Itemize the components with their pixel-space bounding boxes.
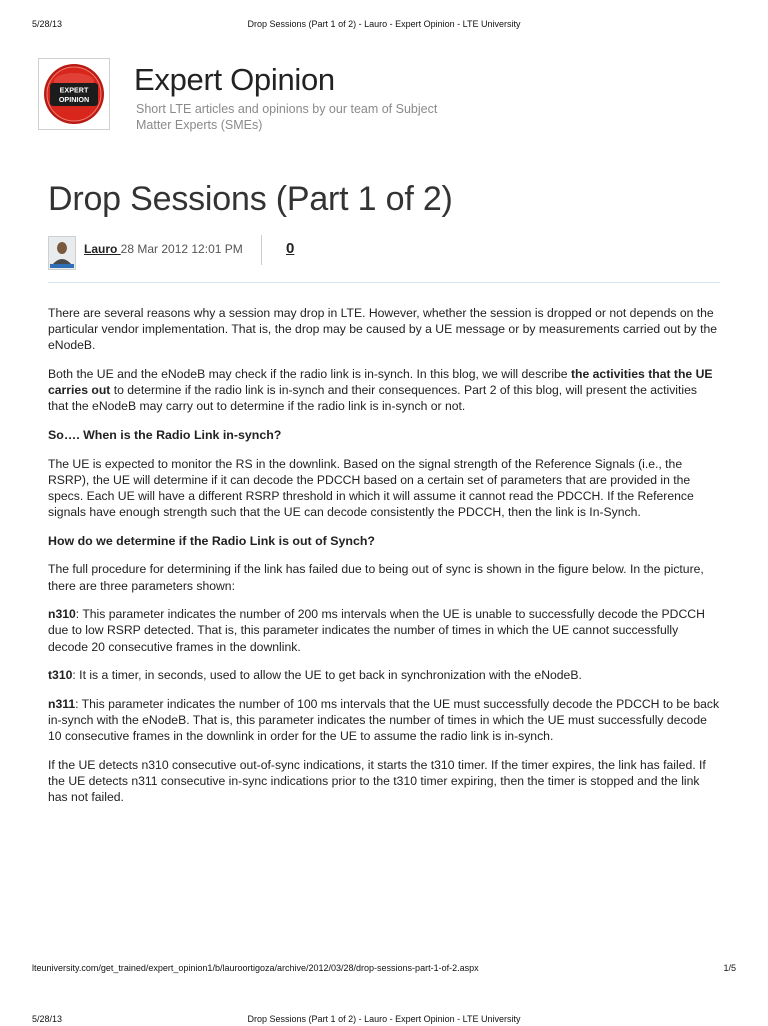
paragraph-t310: t310: It is a timer, in seconds, used to allow the UE to get back in synchronization with the eNodeB. [48, 668, 582, 683]
paragraph-rs-monitor: The UE is expected to monitor the RS in the downlink. Based on the signal strength of the Reference Signals (i.e., the RSRP), the UE will determine if it can decode the PDCCH based on a certain set of parameters that are provided in the specs. Each UE will have a different RSRP threshold in which it will assume it cannot read the PDCCH. If the Reference signals have enough strength such that the UE can decode consistently the PDCCH, then the link is In-Synch. [48, 456, 694, 520]
print-date: 5/28/13 [32, 19, 63, 29]
logo-text-line1: EXPERT [59, 85, 89, 95]
comment-count-link[interactable]: 0 [286, 240, 295, 257]
author-link[interactable]: Lauro [84, 242, 121, 256]
author-photo-icon [49, 237, 75, 269]
logo-badge-icon [39, 59, 109, 129]
print-header-next-page [32, 1014, 736, 1026]
paragraph-n310: n310: This parameter indicates the number of 200 ms intervals when the UE is unable to successfully decode the PDCCH due to low RSRP detected. That is, this parameter indicates the number of times in which the UE cannot successfully decode 20 consecutive frames in the downlink. [48, 607, 705, 654]
paragraph-ue-enodeb: Both the UE and the eNodeB may check if the radio link is in-synch. In this blog, we will describe the activities that the UE carries out to determine if the radio link is in-synch and their consequences. Part 2 of this blog, will present the activities that the eNodeB may carry out to determine if the radio link is in-synch or not. [48, 367, 713, 414]
blog-title[interactable]: Expert Opinion [134, 62, 335, 97]
print-title-next: Drop Sessions (Part 1 of 2) - Lauro - Expert Opinion - LTE University [247, 1014, 521, 1024]
header-divider [48, 282, 720, 283]
paragraph-procedure: The full procedure for determining if the link has failed due to being out of sync is shown in the figure below. In the picture, there are three parameters shown: [48, 562, 704, 593]
expert-opinion-logo[interactable] [38, 58, 110, 130]
print-footer [32, 963, 736, 975]
logo-text-line2: OPINION [58, 95, 90, 104]
byline [84, 242, 243, 256]
article-title: Drop Sessions (Part 1 of 2) [48, 180, 453, 218]
print-page-number: 1/5 [723, 963, 736, 973]
blog-subtitle: Short LTE articles and opinions by our team of Subject Matter Experts (SMEs) [136, 102, 438, 132]
print-date-next: 5/28/13 [32, 1014, 63, 1024]
heading-out-of-synch: How do we determine if the Radio Link is out of Synch? [48, 533, 375, 548]
article-body [48, 305, 720, 818]
author-avatar[interactable] [48, 236, 76, 270]
post-date: 28 Mar 2012 12:01 PM [120, 242, 243, 256]
paragraph-summary: If the UE detects n310 consecutive out-of-sync indications, it starts the t310 timer. If the timer expires, the link has failed. If the UE detects n311 consecutive in-sync indications prior to the t310 timer expiring, then the timer is stopped and the link has not failed. [48, 757, 706, 805]
print-url: lteuniversity.com/get_trained/expert_opinion1/b/lauroortigoza/archive/2012/03/28/drop-sessions-part-1-of-2.aspx [32, 963, 479, 973]
print-title: Drop Sessions (Part 1 of 2) - Lauro - Expert Opinion - LTE University [247, 19, 521, 29]
print-header [32, 19, 736, 31]
paragraph-n311: n311: This parameter indicates the number of 100 ms intervals that the UE must successfully decode the PDCCH to be back in-synch with the eNodeB. That is, this parameter indicates the number of times in which the UE must successfully decode 10 consecutive frames in the downlink in order for the UE to assume the radio link is in-synch. [48, 696, 720, 744]
heading-radio-link-in-synch: So…. When is the Radio Link in-synch? [48, 428, 282, 442]
byline-divider [261, 235, 262, 265]
paragraph-intro: There are several reasons why a session may drop in LTE. However, whether the session is dropped or not depends on the particular vendor implementation. That is, the drop may be caused by a UE message or by measurements carried out by the eNodeB. [48, 306, 718, 353]
